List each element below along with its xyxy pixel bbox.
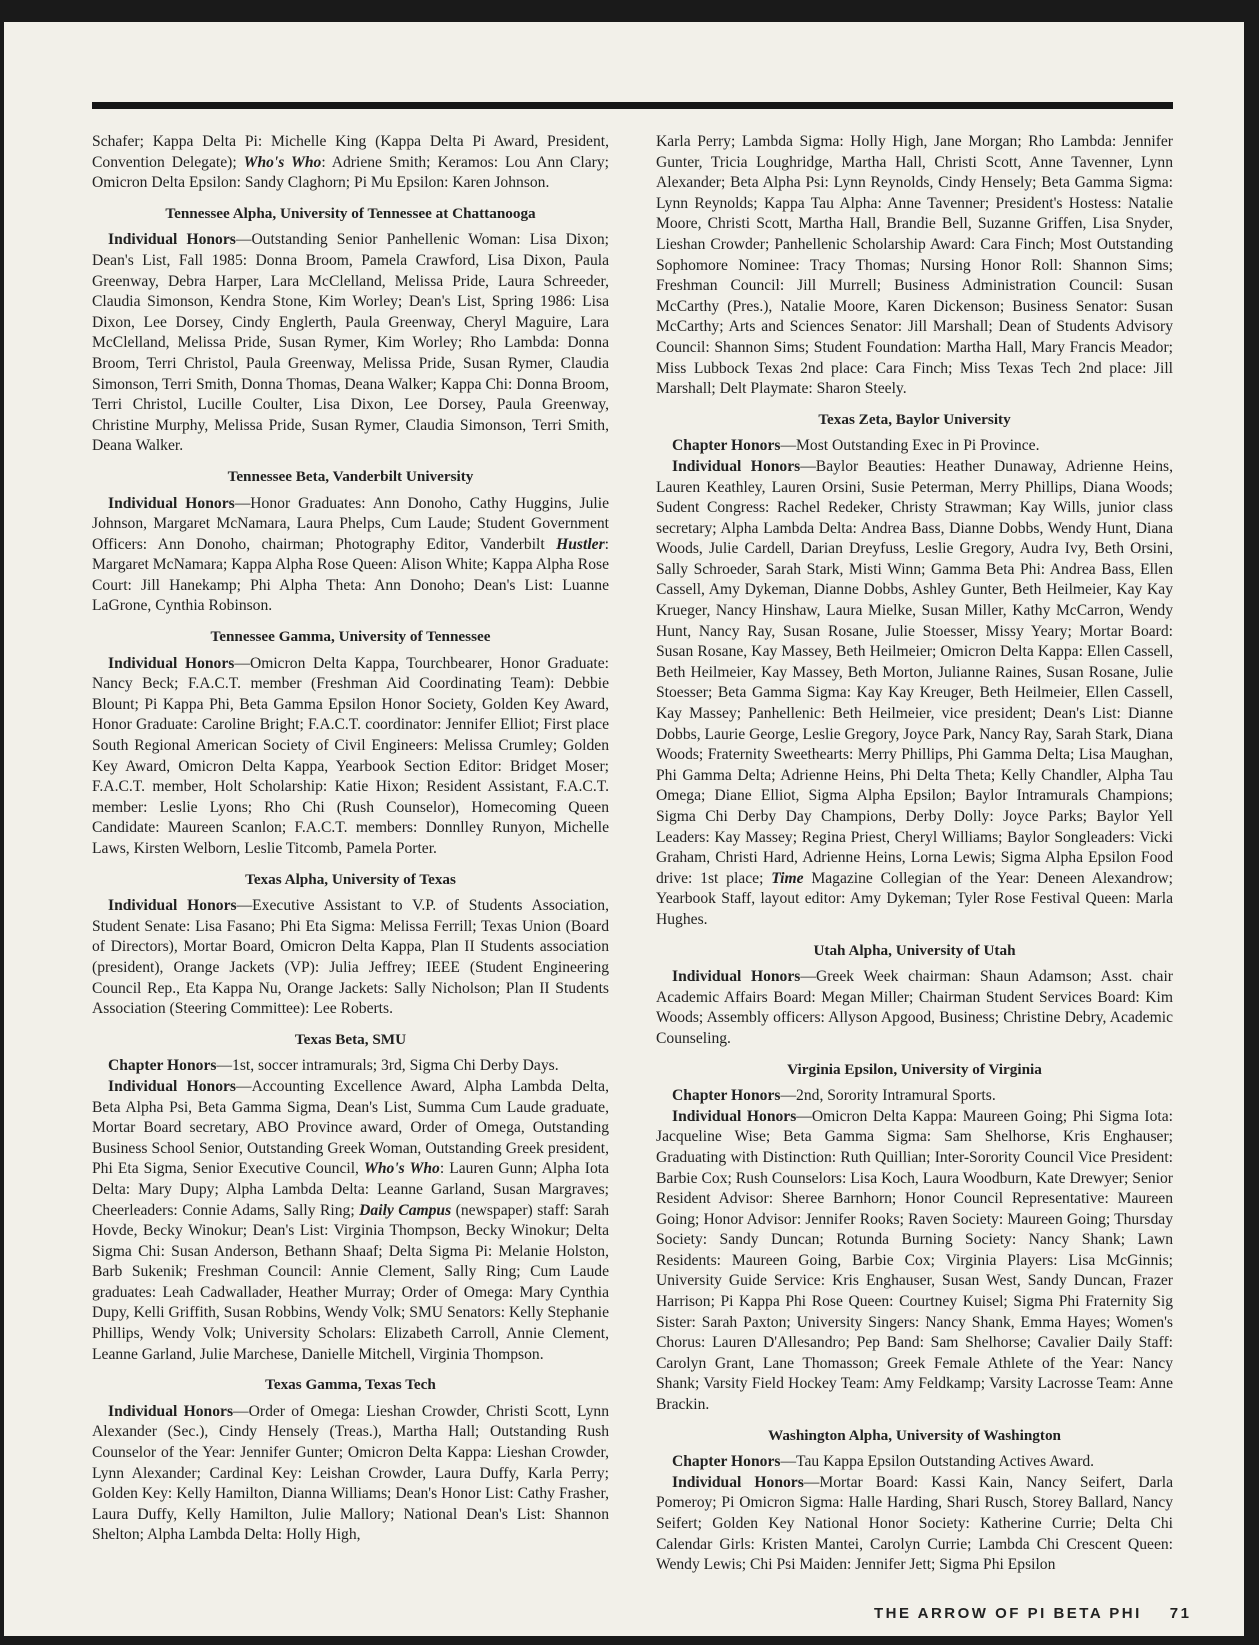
section-heading: Washington Alpha, University of Washington: [767, 1426, 1061, 1444]
page: [4, 22, 1244, 1636]
section-heading: Texas Zeta, Baylor University: [818, 410, 1011, 428]
paragraph: Individual Honors—Executive Assistant to V.P. of Students Association, Student Senate: Lisa Fasano; Phi Eta Sigma: Melissa Ferrill; Texas Union (Board of Directors), Mortar Board, Omicron Delta Kappa, Plan II Students association (president), Orange Jackets (VP): Julia Jeffrey; IEEE (Student Engineering Council Rep., Eta Kappa Nu, Orange Jackets: Sally Nicholson; Plan II Students Association (Steering Committee): Lee Roberts.: [92, 897, 609, 1018]
paragraph: Individual Honors—Baylor Beauties: Heather Dunaway, Adrienne Heins, Lauren Keathley, Lauren Orsini, Susie Peterman, Merry Phillips, Diana Woods; Sudent Congress: Rachel Redeker, Christy Strawman; Kay Wills, junior class secretary; Alpha Lambda Delta: Andrea Bass, Dianne Dobbs, Wendy Hunt, Diana Woods, Julie Cardell, Darian Dreyfuss, Leslie Gregory, Audra Ivy, Beth Orsini, Sally Schroeder, Sarah Stark, Misti Winn; Gamma Beta Phi: Andrea Bass, Ellen Cassell, Amy Dykeman, Dianne Dobbs, Ashley Gunter, Beth Heilmeier, Kay Kay Krueger, Nancy Hinshaw, Laura Mielke, Susan Miller, Kathy McCarron, Wendy Hunt, Nancy Ray, Susan Rosane, Julie Stoesser, Missy Yeary; Mortar Board: Susan Rosane, Kay Massey, Beth Heilmeier; Omicron Delta Kappa: Ellen Cassell, Beth Heilmeier, Kay Massey, Beth Morton, Julianne Raines, Susan Rosane, Julie Stoesser; Beta Gamma Sigma: Kay Kay Kreuger, Beth Heilmeier, Ellen Cassell, Kay Massey; Panhellenic: Beth Heilmeier, vice president; Dean's List: Dianne Dobbs, Laurie George, Leslie Gregory, Joyce Park, Nancy Ray, Sarah Stark, Diana Woods; Fraternity Sweethearts: Merry Phillips, Phi Gamma Delta; Lisa Maughan, Phi Gamma Delta; Adrienne Heins, Phi Delta Theta; Kelly Chandler, Alpha Tau Omega; Diane Elliot, Sigma Alpha Epsilon; Baylor Intramurals Champions; Sigma Chi Derby Day Champions, Derby Dolly: Joyce Parks; Baylor Yell Leaders: Kay Massey; Regina Priest, Cheryl Williams; Baylor Songleaders: Vicki Graham, Christi Hard, Adrienne Heins, Lorna Lewis; Sigma Alpha Epsilon Food drive: 1st place; Time Magazine Collegian of the Year: Deneen Alexandrow; Yearbook Staff, layout editor: Amy Dykeman; Tyler Rose Festival Queen: Marla Hughes.: [656, 457, 1173, 928]
paragraph: Individual Honors—Order of Omega: Lieshan Crowder, Christi Scott, Lynn Alexander (Sec.), Cindy Hensely (Treas.), Martha Hall; Outstanding Rush Counselor of the Year: Jennifer Gunter; Omicron Delta Kappa: Lieshan Crowder, Lynn Alexander; Cardinal Key: Leishan Crowder, Laura Duffy, Karla Perry; Golden Key: Kelly Hamilton, Dianna Williams; Dean's Honor List: Cathy Frasher, Laura Duffy, Kelly Hamilton, Julie Mallory; National Dean's List: Shannon Shelton; Alpha Lambda Delta: Holly High,: [92, 1402, 610, 1544]
publication-title: THE ARROW OF PI BETA PHI: [874, 1605, 1142, 1622]
section-heading: Virginia Epsilon, University of Virginia: [787, 1060, 1042, 1078]
paragraph: Individual Honors—Outstanding Senior Panhellenic Woman: Lisa Dixon; Dean's List, Fall 1985: Donna Broom, Pamela Crawford, Lisa Dixon, Paula Greenway, Debra Harper, Lara McClelland, Melissa Pride, Laura Schreeder, Claudia Simonson, Kendra Stone, Kim Worley; Dean's List, Spring 1986: Lisa Dixon, Lee Dorsey, Cindy Englerth, Paula Greenway, Cheryl Maguire, Lara McClelland, Melissa Pride, Susan Rymer, Kim Worley; Rho Lambda: Donna Broom, Terri Christol, Paula Greenway, Melissa Pride, Susan Rymer, Claudia Simonson, Terri Smith, Donna Thomas, Deana Walker; Kappa Chi: Donna Broom, Terri Christol, Lucille Coulter, Lisa Dixon, Lee Dorsey, Paula Greenway, Christine Murphy, Melissa Pride, Susan Rymer, Claudia Simonson, Terri Smith, Deana Walker.: [92, 231, 609, 455]
paragraph: Chapter Honors—Most Outstanding Exec in Pi Province.: [672, 437, 1040, 455]
paragraph: Chapter Honors—2nd, Sorority Intramural Sports.: [672, 1087, 996, 1105]
section-heading: Tennessee Gamma, University of Tennessee: [210, 628, 491, 646]
paragraph: Individual Honors—Omicron Delta Kappa, Tourchbearer, Honor Graduate: Nancy Beck; F.A.C.T. member (Freshman Aid Coordinating Team): Debbie Blount; Pi Kappa Phi, Beta Gamma Epsilon Honor Society, Golden Key Award, Honor Graduate: Caroline Bright; F.A.C.T. coordinator: Jennifer Elliot; First place South Regional American Society of Civil Engineers: Melissa Crumley; Golden Key Award, Omicron Delta Kappa, Yearbook Section Editor: Bridget Moser; F.A.C.T. member, Holt Scholarship: Katie Hixon; Resident Assistant, F.A.C.T. member: Leslie Lyons; Rho Chi (Rush Counselor), Homecoming Queen Candidate: Maureen Scanlon; F.A.C.T. members: Donnlley Runyon, Michelle Laws, Kirsten Welborn, Leslie Titcomb, Pamela Porter.: [92, 654, 609, 857]
section-heading: Texas Alpha, University of Texas: [245, 870, 456, 888]
paragraph: Karla Perry; Lambda Sigma: Holly High, Jane Morgan; Rho Lambda: Jennifer Gunter, Tricia Loughridge, Martha Hall, Christi Scott, Anne Tavenner, Lynn Alexander; Beta Alpha Psi: Lynn Reynolds, Cindy Hensely; Beta Gamma Sigma: Lynn Reynolds; Kappa Tau Alpha: Anne Tavenner; President's Hostess: Natalie Moore, Christi Scott, Martha Hall, Brandie Bell, Suzanne Griffen, Lisa Snyder, Lieshan Crowder; Panhellenic Scholarship Award: Cara Finch; Most Outstanding Sophomore Nominee: Tracy Thomas; Nursing Honor Roll: Shannon Sims; Freshman Council: Jill Murrell; Business Administration Council: Susan McCarthy (Pres.), Natalie Moore, Karen Dickenson; Business Senator: Susan McCarthy; Arts and Sciences Senator: Jill Marshall; Dean of Students Advisory Council: Shannon Sims; Student Foundation: Martha Hall, Mary Francis Meador; Miss Lubbock Texas 2nd place: Cara Finch; Miss Texas Tech 2nd place: Jill Marshall; Delt Playmate: Sharon Steely.: [656, 133, 1173, 398]
header-rule: [92, 102, 1173, 109]
paragraph: Chapter Honors—1st, soccer intramurals; 3rd, Sigma Chi Derby Days.: [108, 1057, 559, 1075]
right-column: [656, 132, 1173, 1576]
section-heading: Tennessee Alpha, University of Tennessee at Chattanooga: [165, 204, 536, 222]
page-footer: [874, 1605, 1191, 1622]
paragraph: Individual Honors—Omicron Delta Kappa: Maureen Going; Phi Sigma Iota: Jacqueline Wise; Beta Gamma Sigma: Sam Shelhorse, Kris Enghauser; Graduating with Distinction: Ruth Quillian; Inter-Sorority Council Vice President: Barbie Cox; Rush Counselors: Lisa Koch, Laura Woodburn, Kate Drewyer; Senior Resident Advisor: Sheree Barnhorn; Honor Council Representative: Maureen Going; Honor Advisor: Jennifer Rooks; Raven Society: Maureen Going; Thursday Society: Sandy Duncan; Rotunda Burning Society: Nancy Shank; Lawn Residents: Maureen Going, Barbie Cox; Virginia Players: Lisa McGinnis; University Guide Service: Kris Enghauser, Susan West, Sandy Duncan, Frazer Harrison; Pi Kappa Phi Rose Queen: Courtney Kuisel; Sigma Phi Fraternity Sig Sister: Sarah Paxton; University Singers: Nancy Shank, Emma Hayes; Women's Chorus: Lauren D'Allesandro; Pep Band: Sam Shelhorse; Cavalier Daily Staff: Carolyn Grant, Lane Thomasson; Greek Female Athlete of the Year: Nancy Shank; Varsity Field Hockey Team: Amy Feldkamp; Varsity Lacrosse Team: Anne Brackin.: [656, 1107, 1173, 1414]
paragraph: Schafer; Kappa Delta Pi: Michelle King (Kappa Delta Pi Award, President, Convention Delegate); Who's Who: Adriene Smith; Keramos: Lou Ann Clary; Omicron Delta Epsilon: Sandy Claghorn; Pi Mu Epsilon: Karen Johnson.: [92, 133, 609, 192]
paragraph: Individual Honors—Mortar Board: Kassi Kain, Nancy Seifert, Darla Pomeroy; Pi Omicron Sigma: Halle Harding, Shari Rusch, Storey Ballard, Nancy Seifert; Golden Key National Honor Society: Katherine Currie; Delta Chi Calendar Girls: Kristen Mantei, Carolyn Currie; Lambda Chi Crescent Queen: Wendy Lewis; Chi Psi Maiden: Jennifer Jett; Sigma Phi Epsilon: [656, 1473, 1173, 1574]
left-column: [92, 132, 609, 1546]
section-heading: Tennessee Beta, Vanderbilt University: [227, 467, 474, 485]
page-number: 71: [1169, 1605, 1192, 1622]
paragraph: Individual Honors—Greek Week chairman: Shaun Adamson; Asst. chair Academic Affairs Board: Megan Miller; Chairman Student Services Board: Kim Woods; Assembly officers: Allyson Apgood, Business; Christine Debry, Academic Counseling.: [656, 968, 1173, 1047]
paragraph: Chapter Honors—Tau Kappa Epsilon Outstanding Actives Award.: [672, 1453, 1095, 1471]
paragraph: Individual Honors—Accounting Excellence Award, Alpha Lambda Delta, Beta Alpha Psi, Beta Gamma Sigma, Dean's List, Summa Cum Laude graduate, Mortar Board secretary, ABO Province award, Order of Omega, Outstanding Business School Senior, Outstanding Greek Woman, Outstanding Greek president, Phi Eta Sigma, Senior Executive Council, Who's Who: Lauren Gunn; Alpha Iota Delta: Mary Dupy; Alpha Lambda Delta: Leanne Garland, Susan Margraves; Cheerleaders: Connie Adams, Sally Ring; Daily Campus (newspaper) staff: Sarah Hovde, Becky Winokur; Dean's List: Virginia Thompson, Becky Winokur; Delta Sigma Chi: Susan Anderson, Bethann Shaaf; Delta Sigma Pi: Melanie Holston, Barb Sukenik; Freshman Council: Annie Clement, Sally Ring; Cum Laude graduates: Leah Cadwallader, Heather Murray; Order of Omega: Mary Cynthia Dupy, Kelli Griffith, Susan Robbins, Wendy Volk; SMU Senators: Kelly Stephanie Phillips, Wendy Volk; University Scholars: Elizabeth Carroll, Annie Clement, Leanne Garland, Julie Marchese, Danielle Mitchell, Virginia Thompson.: [92, 1077, 609, 1363]
paragraph: Individual Honors—Honor Graduates: Ann Donoho, Cathy Huggins, Julie Johnson, Margaret McNamara, Laura Phelps, Cum Laude; Student Government Officers: Ann Donoho, chairman; Photography Editor, Vanderbilt Hustler: Margaret McNamara; Kappa Alpha Rose Queen: Alison White; Kappa Alpha Rose Court: Jill Hanekamp; Phi Alpha Theta: Ann Donoho; Dean's List: Luanne LaGrone, Cynthia Robinson.: [92, 494, 609, 615]
section-heading: Texas Beta, SMU: [294, 1030, 407, 1048]
section-heading: Texas Gamma, Texas Tech: [265, 1376, 436, 1394]
section-heading: Utah Alpha, University of Utah: [813, 941, 1016, 959]
